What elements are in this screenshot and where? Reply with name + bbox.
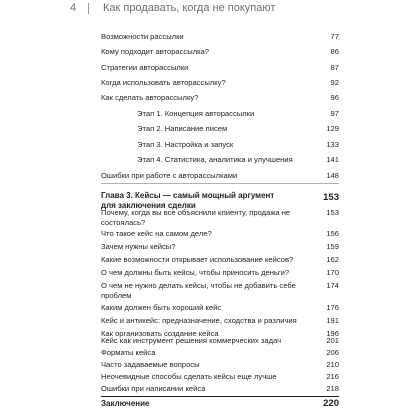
toc-entry-title: Как сделать авторассылку? <box>101 93 199 102</box>
toc-entry-page: 156 <box>326 229 339 238</box>
toc-entry-title: Часто задаваемые вопросы <box>101 360 200 369</box>
chapter-page: 153 <box>323 192 339 203</box>
chapter-title: Глава 3. Кейсы — самый мощный аргумент для заключения сделки <box>101 191 275 210</box>
toc-entry-page: 218 <box>326 384 339 393</box>
toc-entry-page: 87 <box>330 63 339 72</box>
toc-entry-page: 162 <box>326 255 339 264</box>
toc-entry-page: 196 <box>326 329 339 338</box>
section-divider <box>101 183 339 184</box>
toc-entry-title: Кейс как инструмент решения коммерческих задач <box>101 336 282 345</box>
toc-entry-page: 141 <box>326 155 339 164</box>
running-title: Как продавать, когда не покупают <box>103 2 276 14</box>
toc-entry-title: Кейс и антикейс: предназначение, сходства и различия <box>101 316 297 325</box>
toc-entry-title: Этап 1. Концепция авторассылки <box>137 109 255 118</box>
toc-entry-page: 96 <box>330 93 339 102</box>
toc-entry-page: 170 <box>326 268 339 277</box>
toc-entry-page: 148 <box>326 171 339 180</box>
header-separator <box>88 3 89 14</box>
toc-entry-page: 206 <box>326 348 339 357</box>
toc-entry-title: Кому подходит авторассылка? <box>101 47 210 56</box>
toc-entry-title: Что такое кейс на самом деле? <box>101 229 212 238</box>
toc-entry-title: Ошибки при написании кейса <box>101 384 206 393</box>
toc-entry-page: 201 <box>326 336 339 345</box>
toc-entry-title: О чем не нужно делать кейсы, чтобы не добавить себе проблем <box>101 281 296 300</box>
toc-entry-page: 176 <box>326 303 339 312</box>
toc-entry-page: 97 <box>330 109 339 118</box>
toc-entry-page: 159 <box>326 242 339 251</box>
toc-entry-title: Каким должен быть хороший кейс <box>101 303 222 312</box>
conclusion-title: Заключение <box>101 399 150 408</box>
section-divider <box>101 396 339 397</box>
toc-entry-title: Какие возможности открывает использование кейсов? <box>101 255 294 264</box>
toc-entry-title: Ошибки при работе с авторассылками <box>101 171 238 180</box>
toc-entry-title: О чем должны быть кейсы, чтобы приносить деньги? <box>101 268 290 277</box>
toc-entry-title: Этап 3. Настройка и запуск <box>137 140 234 149</box>
toc-entry-page: 133 <box>326 140 339 149</box>
toc-entry-page: 210 <box>326 360 339 369</box>
toc-entry-page: 129 <box>326 124 339 133</box>
toc-entry-title: Возможности рассылки <box>101 32 184 41</box>
toc-entry-page: 86 <box>330 47 339 56</box>
toc-entry-title: Как организовать создание кейса <box>101 329 219 338</box>
toc-entry-page: 153 <box>326 208 339 217</box>
toc-entry-title: Почему, когда вы все объяснили клиенту, продажа не состоялась? <box>101 208 291 227</box>
toc-entry-title: Неочевидные способы сделать кейсы еще лучше <box>101 372 277 381</box>
toc-entry-page: 216 <box>326 372 339 381</box>
toc-entry-page: 191 <box>326 316 339 325</box>
toc-entry-title: Когда использовать авторассылку? <box>101 78 226 87</box>
conclusion-page: 220 <box>323 398 339 409</box>
toc-entry-title: Форматы кейса <box>101 348 156 357</box>
toc-entry-page: 77 <box>330 32 339 41</box>
toc-entry-page: 174 <box>326 281 339 290</box>
toc-entry-page: 92 <box>330 78 339 87</box>
toc-entry-title: Стратегии авторассылки <box>101 63 189 72</box>
toc-entry-title: Этап 4. Статистика, аналитика и улучшения <box>137 155 293 164</box>
page-number: 4 <box>70 2 77 14</box>
page-header <box>0 0 410 20</box>
toc-entry-title: Этап 2. Написание писем <box>137 124 228 133</box>
toc-entry-title: Зачем нужны кейсы? <box>101 242 176 251</box>
